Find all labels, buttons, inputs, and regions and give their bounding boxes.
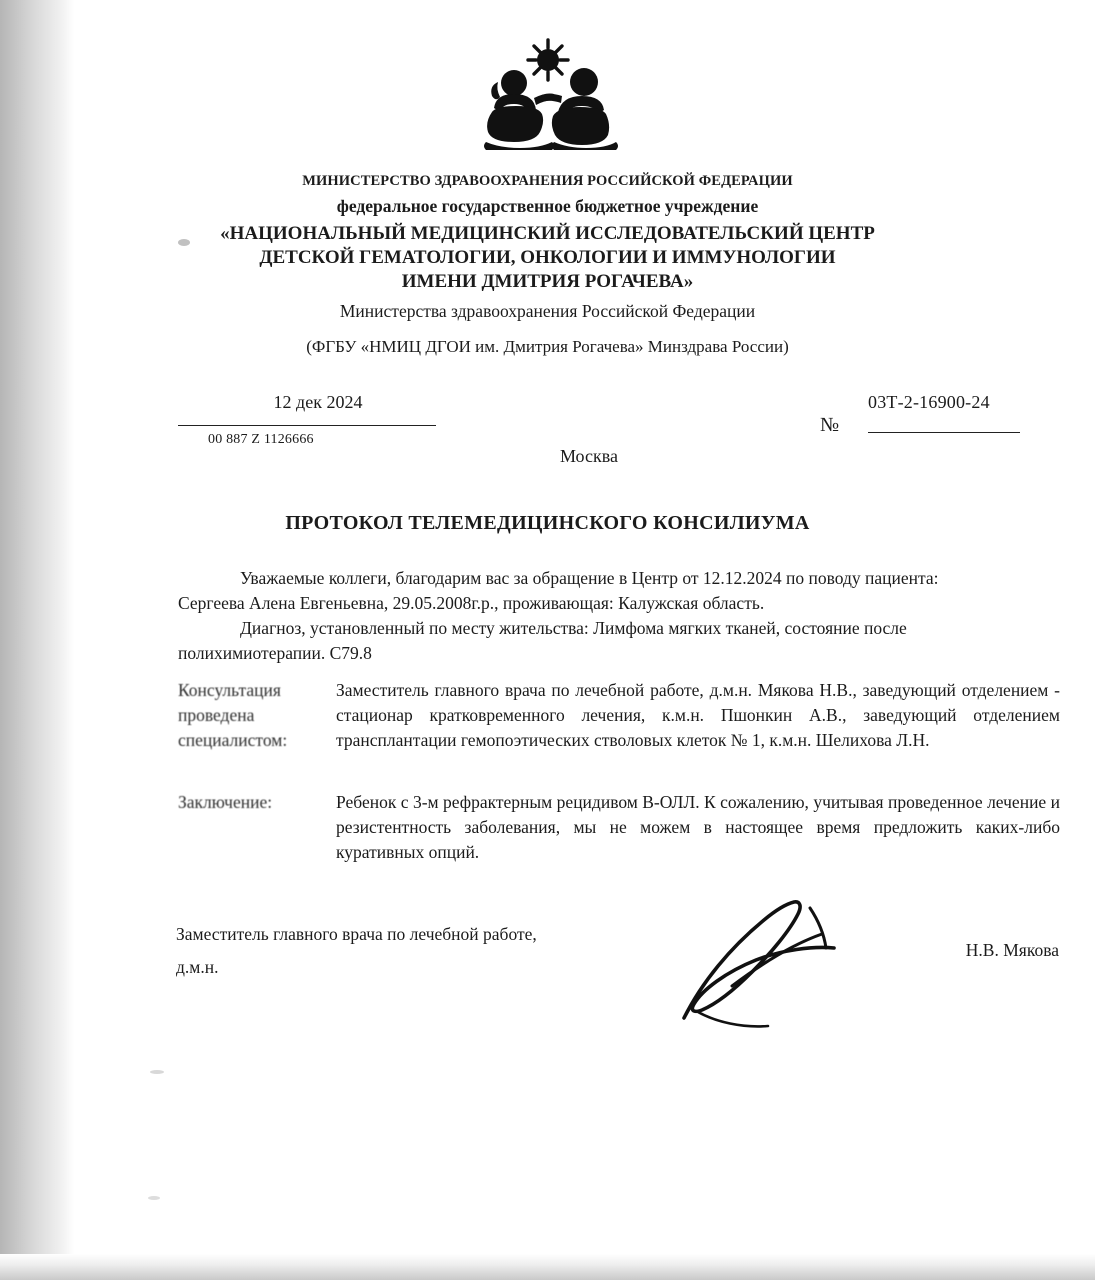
document-date: 12 дек 2024: [273, 392, 363, 412]
federal-institution-line: федеральное государственное бюджетное учреждение: [336, 195, 759, 216]
section-consultation: [178, 678, 1060, 753]
intro-paragraph-1-cont: Сергеева Алена Евгеньевна, 29.05.2008г.р., проживающая: Калужская область.: [178, 592, 765, 613]
organization-emblem-icon: [458, 38, 638, 158]
section-conclusion: [178, 790, 1060, 865]
intro-paragraph-2: Диагноз, установленный по месту жительства: Лимфома мягких тканей, состояние после: [240, 617, 907, 638]
number-sign-label: №: [820, 414, 840, 436]
short-name-line: (ФГБУ «НМИЦ ДГОИ им. Дмитрия Рогачева» Минздрава России): [306, 337, 789, 357]
handwritten-signature-icon: [672, 890, 902, 1040]
signer-name: Н.В. Мякова: [965, 940, 1059, 960]
date-block: [178, 392, 458, 448]
subordination-line: Министерства здравоохранения Российской Федерации: [339, 300, 756, 321]
document-number: 03Т-2-16900-24: [868, 392, 990, 412]
intro-paragraphs: [178, 566, 1060, 665]
barcode-text: 00 887 Z 1126666: [208, 432, 314, 447]
number-underline: [868, 432, 1020, 433]
intro-paragraph-2-cont: полихимиотерапии. С79.8: [178, 642, 372, 663]
date-underline: [178, 425, 436, 426]
center-name-line-2: ДЕТСКОЙ ГЕМАТОЛОГИИ, ОНКОЛОГИИ И ИММУНОЛОГИИ: [259, 246, 836, 268]
center-name-line-3: ИМЕНИ ДМИТРИЯ РОГАЧЕВА»: [401, 270, 694, 292]
section-consultation-label: Консультация проведена специалистом:: [178, 680, 288, 750]
city: Москва: [560, 446, 618, 466]
intro-paragraph-1: Уважаемые коллеги, благодарим вас за обращение в Центр от 12.12.2024 по поводу пациента:: [240, 568, 939, 588]
document-title: ПРОТОКОЛ ТЕЛЕМЕДИЦИНСКОГО КОНСИЛИУМА: [285, 512, 810, 534]
section-conclusion-text: Ребенок с 3-м рефрактерным рецидивом В-ОЛЛ. К сожалению, учитывая проведенное лечение и резистентность заболевания, мы не можем в настоящее время предложить каких-либо куративных опций.: [336, 792, 1060, 862]
ministry-line: МИНИСТЕРСТВО ЗДРАВООХРАНЕНИЯ РОССИЙСКОЙ ФЕДЕРАЦИИ: [302, 173, 793, 189]
section-consultation-text: Заместитель главного врача по лечебной работе, д.м.н. Мякова Н.В., заведующий отделением - стационар кратковременного лечения, к.м.н. Пшонкин А.В., заведующий отделением трансплантации гемопоэтических стволовых клеток № 1, к.м.н. Шелихова Л.Н.: [336, 680, 1060, 750]
letterhead: [0, 172, 1095, 358]
section-conclusion-label: Заключение:: [178, 792, 273, 812]
signer-position-line-1: Заместитель главного врача по лечебной работе,: [176, 924, 537, 944]
signer-position: [176, 918, 537, 985]
signer-position-line-2: д.м.н.: [176, 957, 219, 978]
center-name-line-1: «НАЦИОНАЛЬНЫЙ МЕДИЦИНСКИЙ ИССЛЕДОВАТЕЛЬСКИЙ ЦЕНТР: [220, 222, 875, 244]
